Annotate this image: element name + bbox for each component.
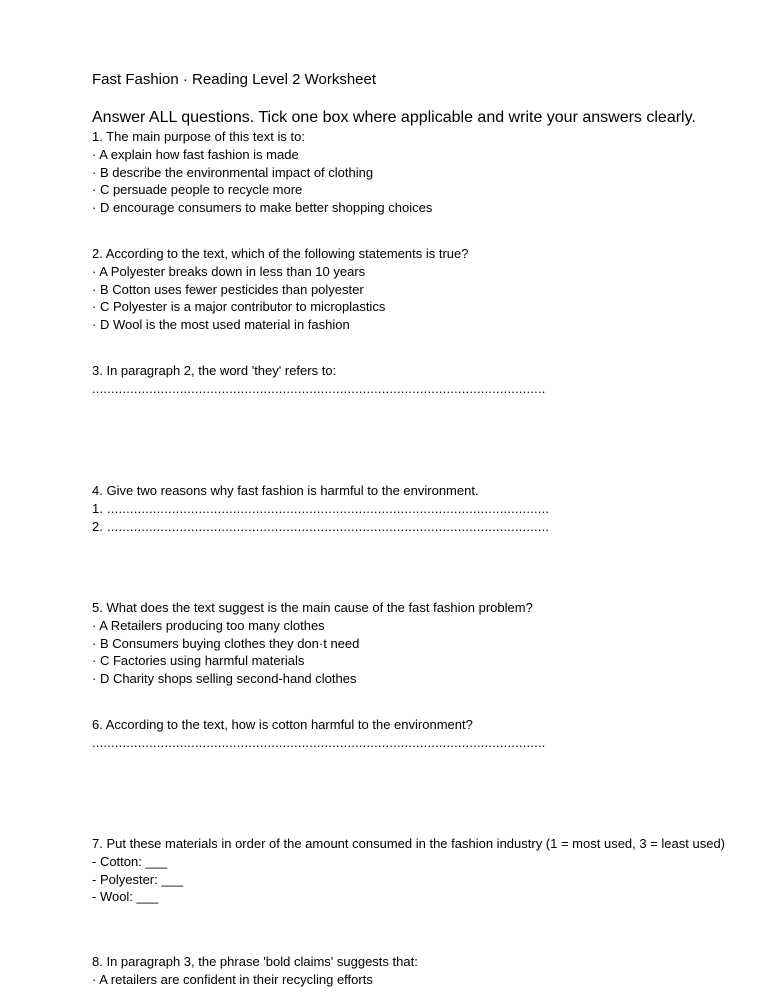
- option-c[interactable]: · C persuade people to recycle more: [92, 182, 303, 198]
- option-d[interactable]: · D Wool is the most used material in fashion: [92, 317, 350, 333]
- instructions: Answer ALL questions. Tick one box where applicable and write your answers clearly.: [92, 109, 696, 126]
- polyester-rank[interactable]: - Polyester: ___: [92, 871, 184, 887]
- worksheet-title: Fast Fashion · Reading Level 2 Worksheet: [92, 71, 377, 88]
- question-text: 7. Put these materials in order of the amount consumed in the fashion industry (1 = most used, 3 = least used): [92, 836, 726, 851]
- question-5: [92, 599, 533, 688]
- question-text: 3. In paragraph 2, the word 'they' refers to:: [92, 363, 337, 378]
- answer-line-2[interactable]: 2. ....................................................................................................................: [92, 518, 550, 534]
- question-text: 6. According to the text, how is cotton harmful to the environment?: [92, 717, 473, 732]
- option-a[interactable]: · A explain how fast fashion is made: [92, 146, 299, 162]
- question-text: 5. What does the text suggest is the main cause of the fast fashion problem?: [92, 600, 533, 615]
- option-d[interactable]: · D encourage consumers to make better shopping choices: [92, 200, 433, 216]
- question-7: [92, 835, 725, 906]
- answer-line-1[interactable]: 1. ....................................................................................................................: [92, 500, 550, 516]
- question-2: [92, 245, 468, 334]
- question-text: 2. According to the text, which of the following statements is true?: [92, 246, 469, 261]
- option-a[interactable]: · A retailers are confident in their recycling efforts: [92, 971, 373, 987]
- option-b[interactable]: · B describe the environmental impact of clothing: [92, 164, 374, 180]
- option-b[interactable]: · B Cotton uses fewer pesticides than polyester: [92, 281, 364, 297]
- option-b[interactable]: · B Consumers buying clothes they don·t need: [92, 635, 360, 651]
- answer-line[interactable]: .......................................................................................................................: [92, 380, 546, 396]
- option-c[interactable]: · C Polyester is a major contributor to microplastics: [92, 299, 386, 315]
- option-c[interactable]: · C Factories using harmful materials: [92, 653, 305, 669]
- question-text: 8. In paragraph 3, the phrase 'bold claims' suggests that:: [92, 954, 418, 969]
- option-d[interactable]: · D Charity shops selling second-hand clothes: [92, 671, 357, 687]
- question-3: [92, 362, 546, 398]
- question-4: [92, 482, 549, 535]
- question-8: [92, 953, 418, 989]
- answer-line[interactable]: .......................................................................................................................: [92, 734, 546, 750]
- option-a[interactable]: · A Retailers producing too many clothes: [92, 617, 325, 633]
- question-1: [92, 128, 432, 217]
- cotton-rank[interactable]: - Cotton: ___: [92, 853, 168, 869]
- question-text: 4. Give two reasons why fast fashion is harmful to the environment.: [92, 483, 479, 498]
- option-a[interactable]: · A Polyester breaks down in less than 10 years: [92, 263, 366, 279]
- question-text: 1. The main purpose of this text is to:: [92, 129, 305, 144]
- wool-rank[interactable]: - Wool: ___: [92, 889, 159, 905]
- question-6: [92, 716, 546, 752]
